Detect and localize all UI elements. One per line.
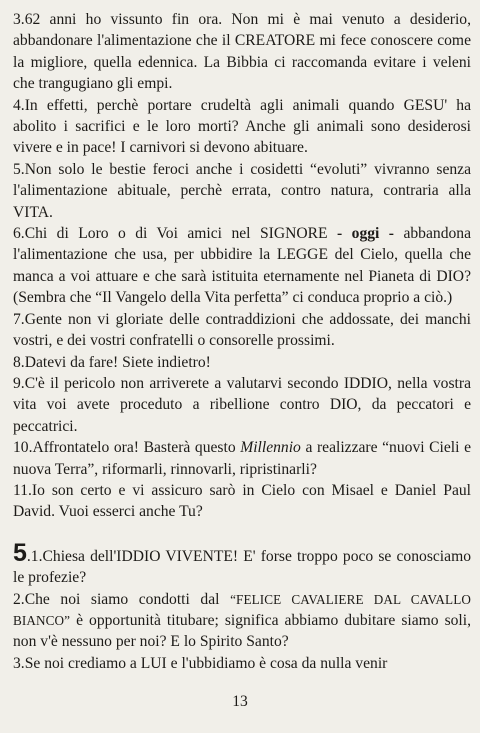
paragraph-6-bold: - oggi - [337, 225, 395, 243]
paragraph-4: 4.In effetti, perchè portare crudeltà agli animali quando GESU' ha abolito i sacrifici e le loro morti? Anche gli animali sono desiderosi vivere e in pace! I carnivori si devono abituare. [13, 96, 471, 157]
paragraph-3: 3.62 anni ho vissunto fin ora. Non mi è mai venuto a desiderio, abbandonare l'alimentazione che il CREATORE mi fece conoscere come la migliore, quella edennica. La Bibbia ci raccomanda evitare i veleni che trangugiano gli empi. [13, 11, 471, 93]
paragraph-5: 5.Non solo le bestie feroci anche i cosidetti “evoluti” vivranno senza l'alimentazione abituale, perchè errata, contro natura, contraria alla VITA. [13, 160, 471, 221]
section-5-paragraph-2 [13, 589, 471, 653]
paragraph-10 [13, 437, 471, 480]
section-5-paragraph-3: 3.Se noi crediamo a LUI e l'ubbidiamo è cosa da nulla venir [13, 654, 388, 672]
section-5-paragraph-2-text-a: 2.Che noi siamo condotti dal [13, 590, 231, 608]
paragraph-10-text-b: a realizzare “nuovi Cieli e nuova Terra”, riformarli, rinnovarli, ripristinarli? [13, 439, 471, 478]
section-5-paragraph-1 [13, 538, 471, 589]
section-5-paragraph-2-text-b: è opportunità titubare; significa abbiamo dubitare siamo soli, non v'è nessuno per noi? E lo Spirito Santo? [13, 611, 471, 651]
section-5-paragraph-2-smallcaps: “FELICE CAVALIERE DAL CAVALLO BIANCO” [13, 591, 471, 628]
section-gap [13, 523, 471, 544]
page-number: 13 [232, 693, 248, 710]
paragraph-10-italic: Millennio [240, 439, 301, 457]
section-number: 5 [13, 538, 27, 567]
paragraph-6-text-b: abbandona l'alimentazione che usa, per ubbidire la LEGGE del Cielo, quella che manca a voi attuare e che sarà istituita eternamente nel Pianeta di DIO? (Sembra che “Il Vangelo della Vita perfetta” ci conduca proprio a ciò.) [13, 225, 472, 307]
paragraph-7: 7.Gente non vi gloriate delle contraddizioni che addossate, dei manchi vostri, e dei vostri confratelli o consorelle prossimi. [13, 310, 471, 350]
paragraph-6-text-a: 6.Chi di Loro o di Voi amici nel SIGNORE [13, 225, 337, 243]
paragraph-10-text-a: 10.Affrontatelo ora! Basterà questo [13, 439, 241, 457]
section-5-paragraph-1-text: .1.Chiesa dell'IDDIO VIVENTE! E' forse troppo poco se conosciamo le profezie? [13, 547, 471, 587]
paragraph-6 [13, 223, 471, 309]
paragraph-8: 8.Datevi da fare! Siete indietro! [13, 353, 211, 371]
paragraph-11: 11.Io son certo e vi assicuro sarò in Cielo con Misael e Daniel Paul David. Vuoi esserci anche Tu? [13, 481, 471, 521]
paragraph-9: 9.C'è il pericolo non arriverete a valutarvi secondo IDDIO, nella vostra vita voi avete proceduto a ribellione contro DIO, da peccatori e peccatrici. [13, 374, 471, 435]
